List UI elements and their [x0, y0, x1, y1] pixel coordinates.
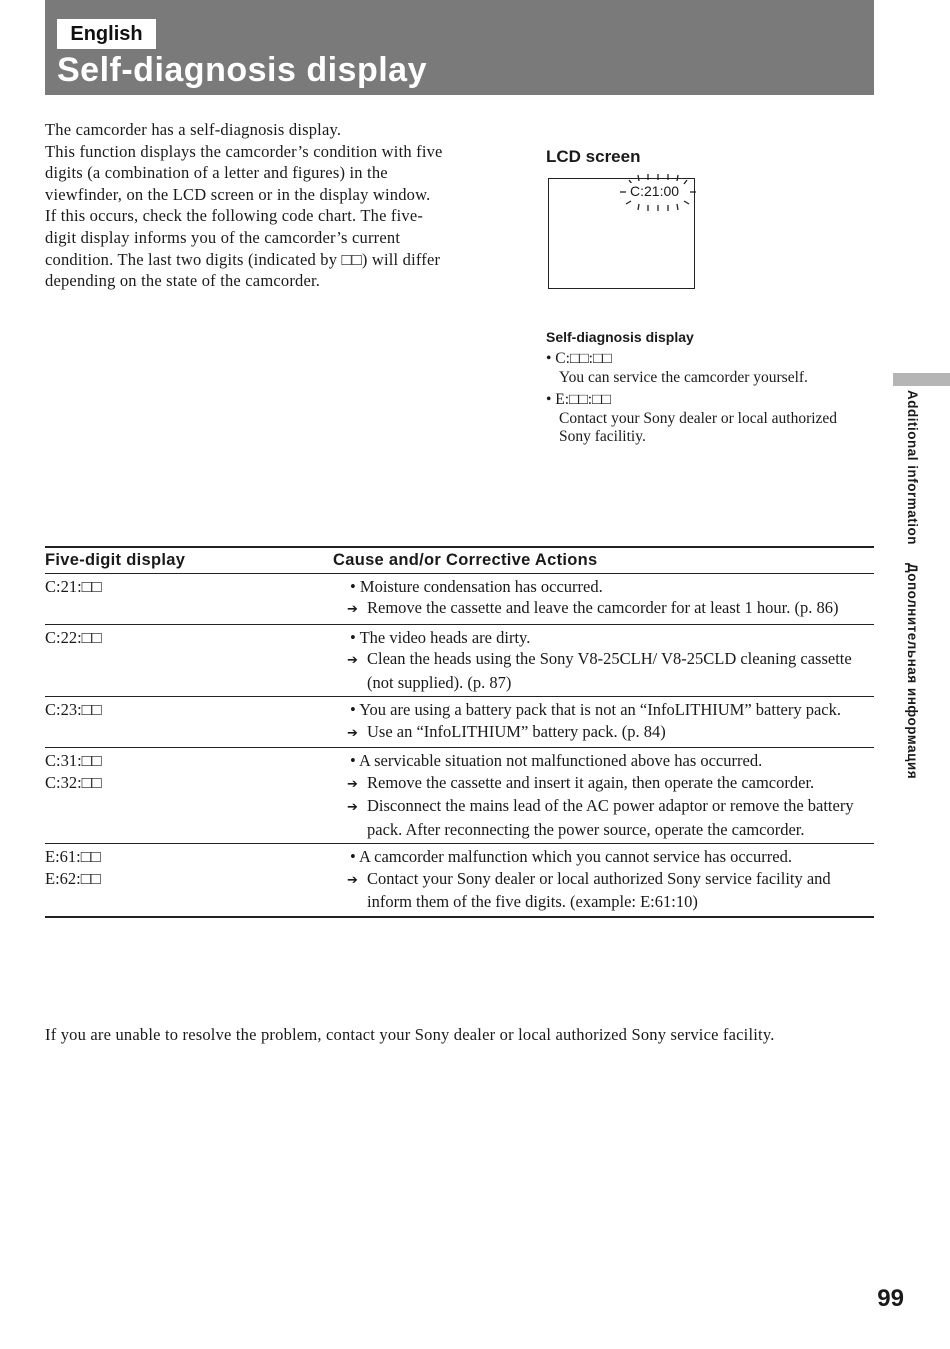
table-row	[45, 844, 874, 917]
cause-cell	[333, 697, 874, 748]
language-tab: English	[57, 19, 156, 49]
action-item	[333, 772, 874, 796]
page-number: 99	[877, 1285, 904, 1312]
arrow-right-icon: ➔	[347, 872, 358, 888]
cause-cell	[333, 844, 874, 917]
cause-text: • A camcorder malfunction which you cannot service has occurred.	[350, 847, 792, 866]
legend-item	[546, 391, 846, 447]
action-item	[333, 648, 874, 693]
self-diagnosis-legend	[546, 328, 846, 451]
action-text: Use an “InfoLITHIUM” battery pack. (p. 84)	[367, 721, 666, 741]
arrow-right-icon: ➔	[347, 602, 358, 617]
column-header-cause: Cause and/or Corrective Actions	[333, 547, 874, 573]
lcd-screen-label: LCD screen	[546, 147, 641, 166]
legend-desc: Contact your Sony dealer or local authorized Sony facilitiy.	[559, 409, 838, 445]
legend-code: • C:□□:□□	[546, 350, 612, 367]
cause-text: • You are using a battery pack that is not an “InfoLITHIUM” battery pack.	[350, 700, 842, 719]
section-tab-marker	[893, 373, 950, 386]
intro-line: This function displays the camcorder’s condition with five digits (a combination of a letter and figures) in the viewfinder, on the LCD screen or in the display window.	[45, 141, 443, 204]
table-row	[45, 697, 874, 748]
cause-cell	[333, 573, 874, 624]
code-chart-table	[45, 546, 874, 918]
legend-heading: Self-diagnosis display	[546, 329, 694, 345]
code-cell	[45, 748, 333, 844]
action-text: Disconnect the mains lead of the AC power adaptor or remove the battery pack. After reconnecting the power source, operate the camcorder.	[367, 796, 854, 839]
arrow-right-icon: ➔	[347, 776, 358, 792]
action-text: Remove the cassette and leave the camcorder for at least 1 hour. (p. 86)	[367, 598, 839, 617]
action-text: Contact your Sony dealer or local authorized Sony service facility and inform them of the five digits. (example: E:61:10)	[367, 868, 831, 911]
code-cell	[45, 624, 333, 697]
intro-line: If this occurs, check the following code chart. The five-digit display informs you of the camcorder’s current condition. The last two digits (indicated by □□) will differ depending on the state of the camcorder.	[45, 206, 441, 291]
action-item	[333, 868, 874, 913]
legend-desc: You can service the camcorder yourself.	[559, 368, 808, 386]
table-header-row	[45, 547, 874, 573]
action-text: Remove the cassette and insert it again, then operate the camcorder.	[367, 772, 815, 792]
legend-code: • E:□□:□□	[546, 391, 611, 408]
action-item	[333, 597, 874, 621]
lcd-code-readout: C:21:00	[630, 183, 680, 199]
legend-item	[546, 350, 846, 387]
action-item	[333, 721, 874, 745]
code-value: C:21:□□	[45, 576, 102, 596]
cause-text: • The video heads are dirty.	[350, 627, 531, 647]
arrow-right-icon: ➔	[347, 800, 358, 815]
arrow-right-icon: ➔	[347, 653, 358, 668]
code-value: C:22:□□	[45, 627, 102, 647]
table-row	[45, 573, 874, 624]
table-row	[45, 748, 874, 844]
code-value: E:61:□□	[45, 847, 101, 866]
intro-line: The camcorder has a self-diagnosis display.	[45, 120, 342, 139]
sidebar-label-english: Additional information	[905, 390, 920, 545]
cause-cell	[333, 748, 874, 844]
code-cell	[45, 844, 333, 917]
action-item	[333, 795, 874, 840]
code-value: C:32:□□	[45, 772, 102, 792]
cause-text: • Moisture condensation has occurred.	[350, 576, 603, 596]
cause-text: • A servicable situation not malfunctioned above has occurred.	[350, 751, 763, 770]
page-title: Self-diagnosis display	[57, 51, 427, 89]
closing-note: If you are unable to resolve the problem, contact your Sony dealer or local authorized Sony service facility.	[45, 1025, 775, 1044]
code-cell	[45, 573, 333, 624]
arrow-right-icon: ➔	[347, 725, 358, 741]
page-header	[45, 0, 874, 95]
sidebar-label-russian: Дополнительная информация	[905, 563, 920, 780]
table-row	[45, 624, 874, 697]
column-header-code: Five-digit display	[45, 547, 333, 573]
sidebar-section-label	[900, 390, 920, 840]
intro-text	[45, 119, 445, 292]
cause-cell	[333, 624, 874, 697]
code-cell	[45, 697, 333, 748]
code-value: C:23:□□	[45, 700, 102, 719]
action-text: Clean the heads using the Sony V8-25CLH/ V8-25CLD cleaning cassette (not supplied). (p. 87)	[367, 649, 852, 692]
code-value: E:62:□□	[45, 868, 101, 888]
code-value: C:31:□□	[45, 751, 102, 770]
